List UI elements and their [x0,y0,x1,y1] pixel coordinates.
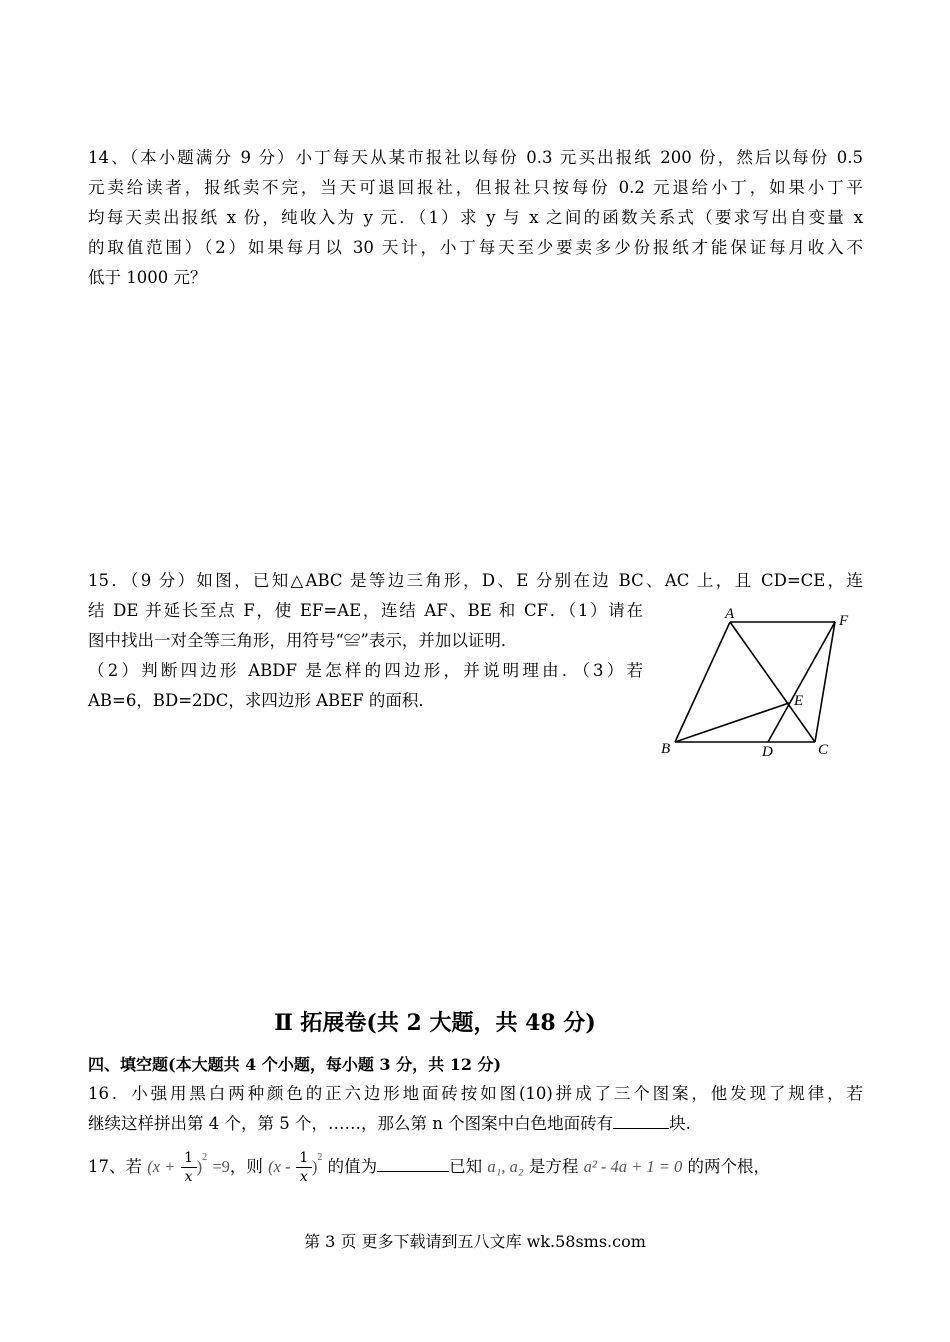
q14-line: 低于 1000 元？ [88,268,207,287]
answer-blank [613,1110,669,1129]
q15-line: 图中找出一对全等三角形，用符号“≌”表示，并加以证明． [88,631,518,650]
frac-bar [181,1167,197,1168]
part-2-heading: Ⅱ 拓展卷(共 2 大题，共 48 分) [274,1010,596,1036]
q15-line: 结 DE 并延长至点 F，使 EF=AE，连结 AF、BE 和 CF．（1）请在 [88,601,643,620]
frac-num: 1 [299,1150,309,1166]
q14-line: 的取值范围）（2）如果每月以 30 天计，小丁每天至少要卖多少份报纸才能保证每月收入不 [88,238,863,257]
label-c: C [818,742,829,758]
q14-line: 元卖给读者，报纸卖不完，当天可退回报社，但报社只按每份 0.2 元退给小丁，如果小丁平 [88,178,863,197]
q16-line: 16．小强用黑白两种颜色的正六边形地面砖按如图(10)拼成了三个图案，他发现了规律，若 [88,1084,863,1103]
geometry-figure [655,605,855,765]
q17-value-text: 的值为 [327,1157,378,1176]
frac-bar [296,1167,312,1168]
label-d: D [762,744,773,760]
q17-tail: 的两个根， [687,1157,771,1176]
q17-is-root: 是方程 [528,1157,579,1176]
q17-expr2: (x - [268,1157,291,1176]
q17-prefix: 17、若 [88,1157,142,1176]
q17-then: ，则 [229,1157,263,1176]
frac-den: x [184,1169,193,1185]
frac-den: x [299,1169,308,1185]
label-e: E [794,693,804,709]
question-16 [88,1079,863,1139]
q17-a1a2: a₁, a₂ [487,1157,524,1176]
q15-line: 15．（9 分）如图，已知△ABC 是等边三角形，D、E 分别在边 BC、AC 上，且 CD=CE，连 [88,571,863,590]
q17-known: 已知 [449,1157,483,1176]
page-footer: 第 3 页 更多下载请到五八文库 wk.58sms.com [304,1232,646,1251]
label-f: F [839,613,849,629]
fraction-1-over-x [181,1150,197,1185]
label-a: A [725,606,735,622]
answer-blank [377,1153,449,1172]
q17-expr1: (x + [147,1157,176,1176]
q17-eq: =9 [212,1157,230,1176]
segment-ab [675,622,730,742]
q14-line: 14、（本小题满分 9 分）小丁每天从某市报社以每份 0.3 元买出报纸 200 份，然后以每份 0.5 [88,148,863,167]
question-14 [88,143,863,293]
frac-num: 1 [184,1150,194,1166]
q15-line: AB=6，BD=2DC，求四边形 ABEF 的面积． [88,691,435,710]
q16-line: 继续这样拼出第 4 个，第 5 个，……，那么第 n 个图案中白色地面砖有 [88,1114,614,1133]
q16-line: 块. [669,1114,691,1133]
q17-sup: 2 [202,1152,208,1163]
section-4-title: 四、填空题(本大题共 4 个小题，每小题 3 分，共 12 分) [88,1055,502,1074]
q17-sup: 2 [317,1152,323,1163]
q17-equation: a² - 4a + 1 = 0 [583,1157,683,1176]
fraction-1-over-x [296,1150,312,1185]
label-b: B [661,741,671,757]
q15-line: （2）判断四边形 ABDF 是怎样的四边形，并说明理由．（3）若 [88,661,643,680]
question-17: 17、若 (x + $\frac{1}{x}$ )$^2$ =9，则 (x - $\frac{1}{x}$ )$^2$ 的值为 已知 a₁, a₂ 是方程 a² - 4a + 1 = 0 的两个根， [88,1150,771,1185]
q14-line: 均每天卖出报纸 x 份，纯收入为 y 元．（1）求 y 与 x 之间的函数关系式（要求写出自变量 x [88,208,863,227]
